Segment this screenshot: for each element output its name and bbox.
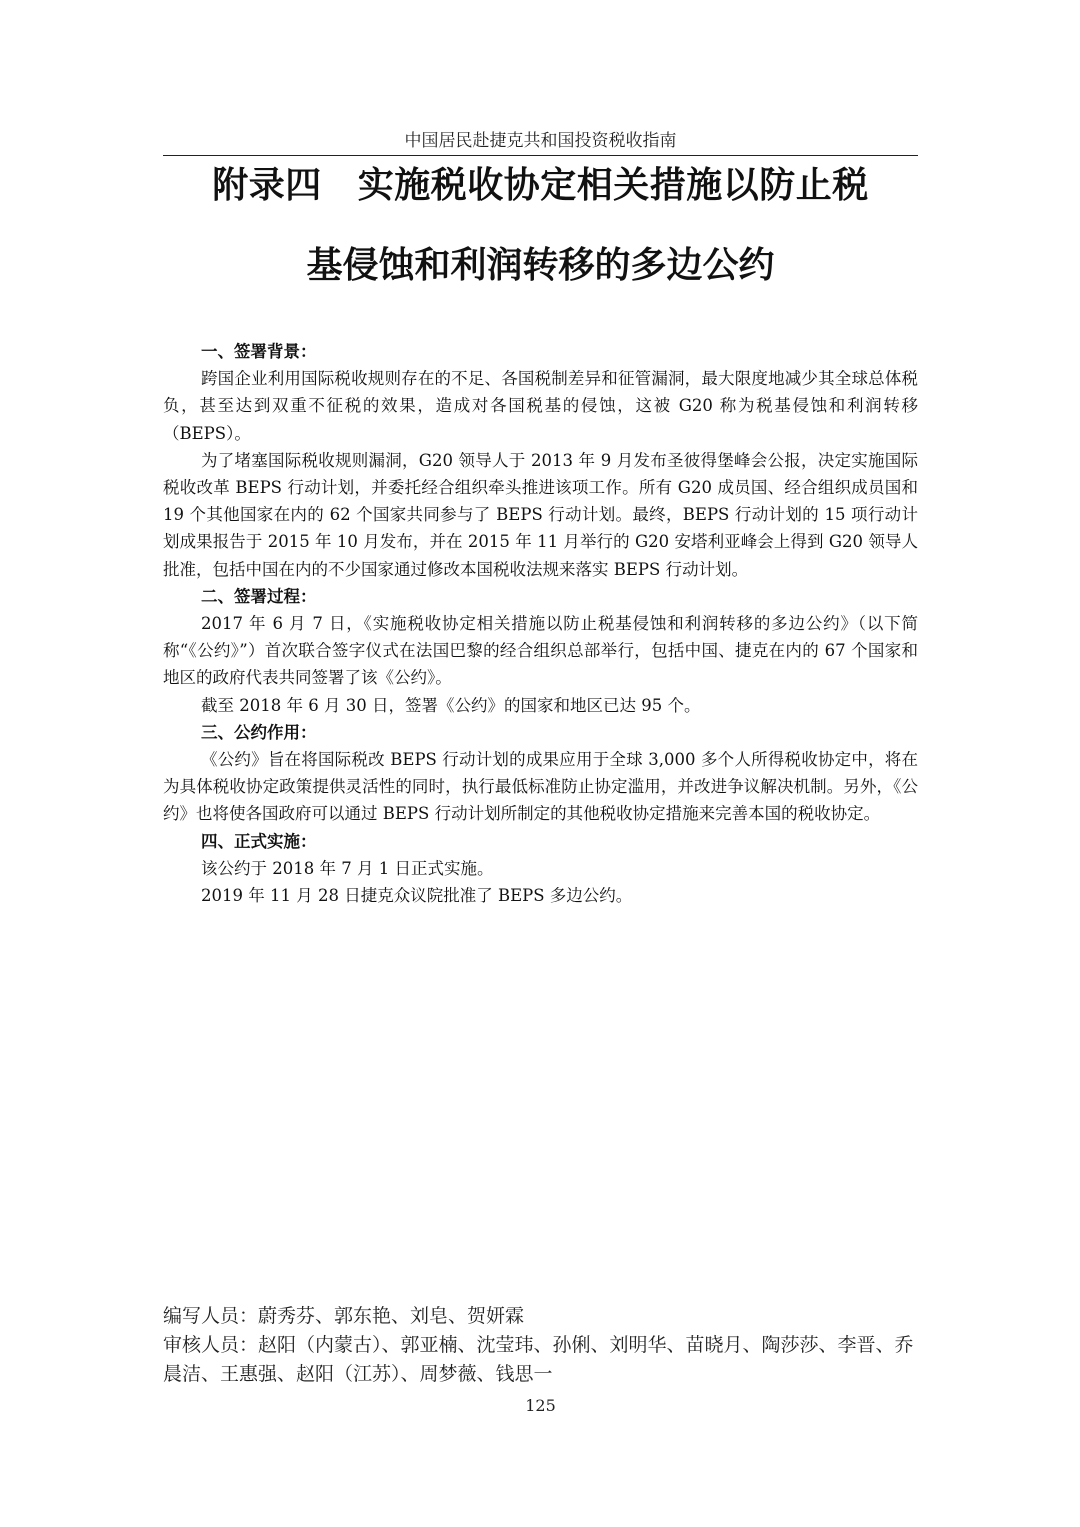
page-number: 125 xyxy=(525,1396,556,1415)
document-body xyxy=(163,338,918,909)
authors-line: 编写人员：蔚秀芬、郭东艳、刘皂、贺妍霖 xyxy=(163,1305,525,1327)
title-line-1-text: 实施税收协定相关措施以防止税 xyxy=(357,165,869,206)
paragraph: 跨国企业利用国际税收规则存在的不足、各国税制差异和征管漏洞，最大限度地减少其全球总体税负，甚至达到双重不征税的效果，造成对各国税基的侵蚀，这被 G20 称为税基侵蚀和利润转移（BEPS）。 xyxy=(163,369,918,443)
header-divider xyxy=(163,155,918,156)
paragraph: 2017 年 6 月 7 日，《实施税收协定相关措施以防止税基侵蚀和利润转移的多边公约》（以下简称“《公约》”）首次联合签字仪式在法国巴黎的经合组织总部举行，包括中国、捷克在内的 67 个国家和地区的政府代表共同签署了该《公约》。 xyxy=(163,614,918,688)
credits-block xyxy=(163,1302,923,1389)
section-heading: 三、公约作用： xyxy=(201,722,317,742)
reviewers-line: 审核人员：赵阳（内蒙古）、郭亚楠、沈莹玮、孙俐、刘明华、苗晓月、陶莎莎、李晋、乔晨洁、王惠强、赵阳（江苏）、周梦薇、钱思一 xyxy=(163,1334,914,1385)
paragraph: 2019 年 11 月 28 日捷克众议院批准了 BEPS 多边公约。 xyxy=(201,886,633,906)
title-appendix-label: 附录四 xyxy=(212,165,322,206)
running-header: 中国居民赴捷克共和国投资税收指南 xyxy=(404,131,677,151)
title-line-2: 基侵蚀和利润转移的多边公约 xyxy=(306,245,775,286)
section-heading: 一、签署背景： xyxy=(201,342,317,361)
title-line-1 xyxy=(163,160,918,236)
paragraph: 为了堵塞国际税收规则漏洞，G20 领导人于 2013 年 9 月发布圣彼得堡峰会公报，决定实施国际税收改革 BEPS 行动计划，并委托经合组织牵头推进该项工作。所有 G20 成员国、经合组织成员国和 19 个其他国家在内的 62 个国家共同参与了 BEPS 行动计划。最终，BEPS 行动计划的 15 项行动计划成果报告于 2015 年 10 月发布，并在 2015 年 11 月举行的 G20 安塔利亚峰会上得到 G20 领导人批准，包括中国在内的不少国家通过修改本国税收法规来落实 BEPS 行动计划。 xyxy=(163,450,918,579)
paragraph: 该公约于 2018 年 7 月 1 日正式实施。 xyxy=(201,858,494,878)
paragraph: 截至 2018 年 6 月 30 日，签署《公约》的国家和地区已达 95 个。 xyxy=(201,695,701,715)
section-heading: 二、签署过程： xyxy=(201,586,317,606)
section-heading: 四、正式实施： xyxy=(201,831,317,851)
paragraph: 《公约》旨在将国际税改 BEPS 行动计划的成果应用于全球 3,000 多个人所得税收协定中，将在为具体税收协定政策提供灵活性的同时，执行最低标准防止协定滥用，并改进争议解决机制。另外，《公约》也将使各国政府可以通过 BEPS 行动计划所制定的其他税收协定措施来完善本国的税收协定。 xyxy=(163,750,918,824)
page-title xyxy=(163,160,918,316)
